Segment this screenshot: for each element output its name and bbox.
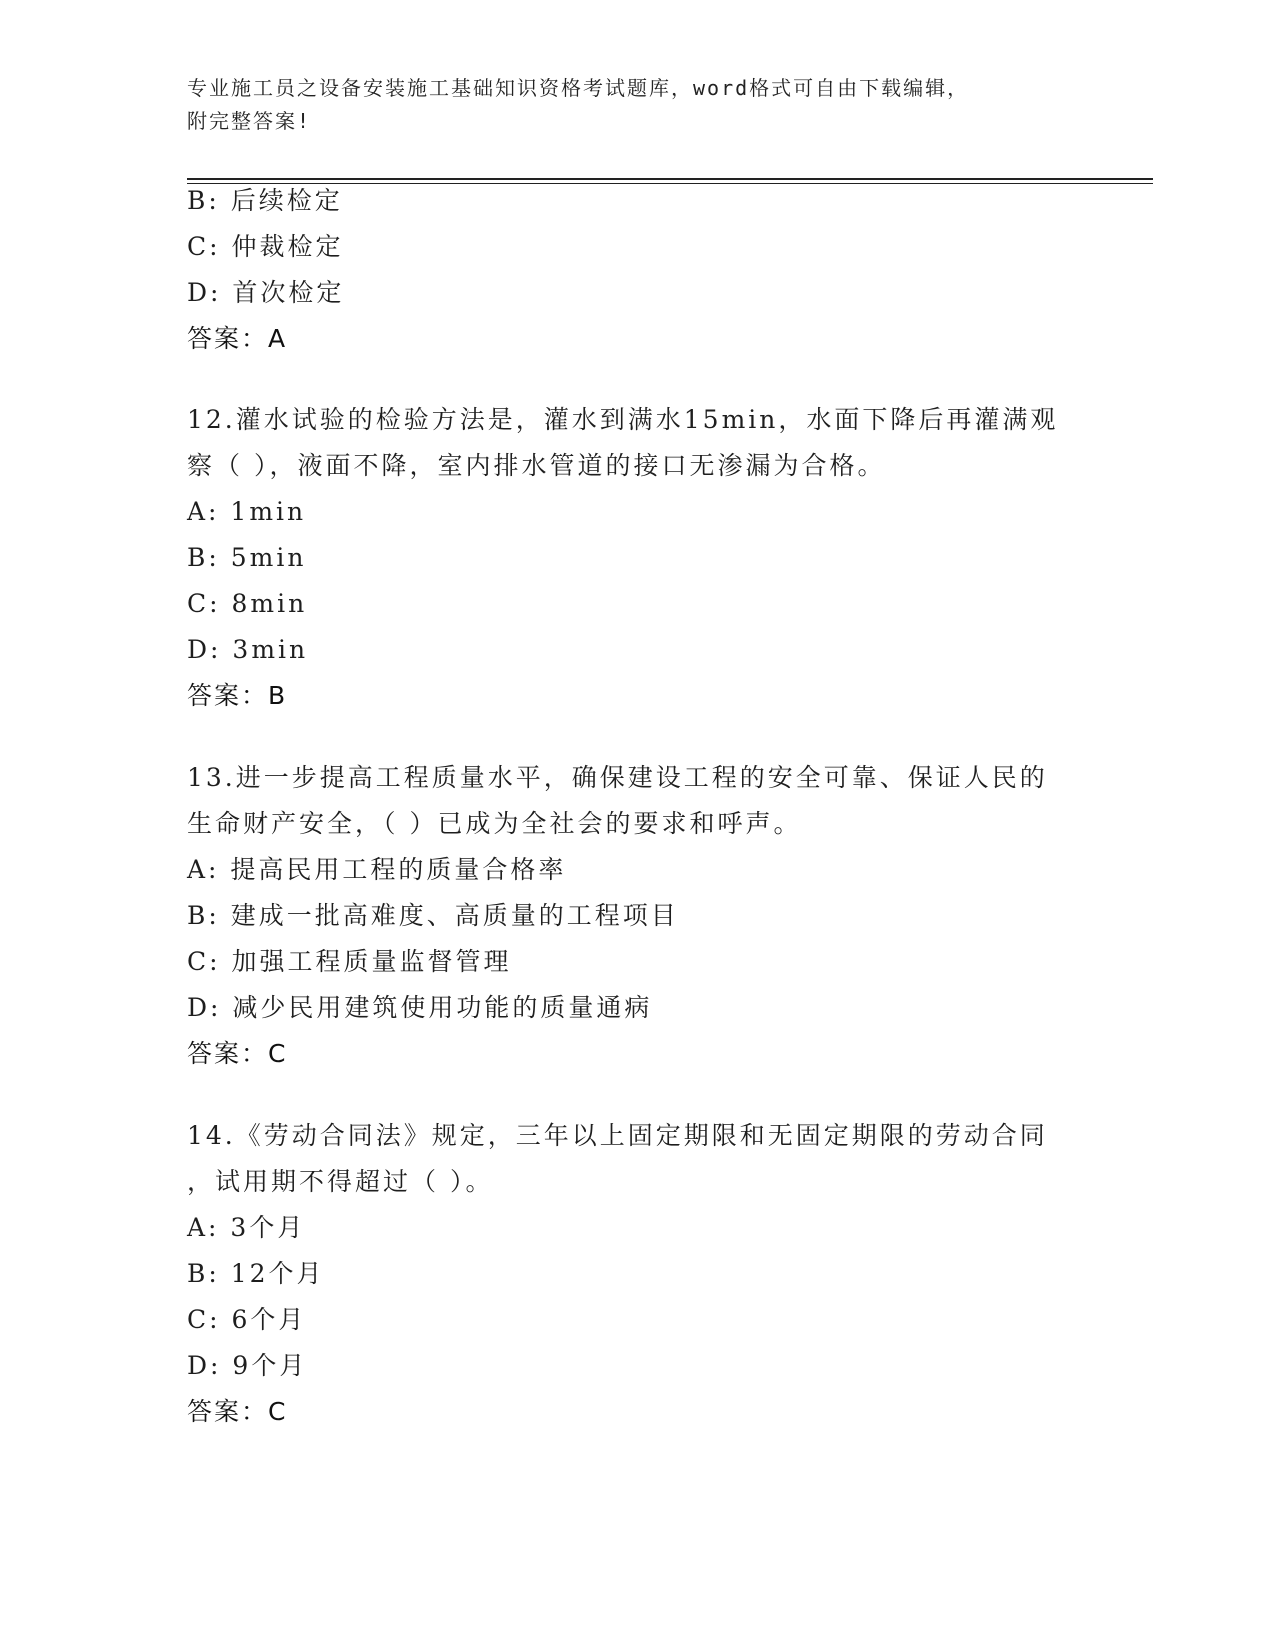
option-c: C: 6个月 — [187, 1305, 307, 1334]
option-b: B: 12个月 — [187, 1259, 325, 1288]
question-13 — [187, 755, 1087, 1077]
option-d: D: 减少民用建筑使用功能的质量通病 — [187, 993, 653, 1022]
option-c: C: 8min — [187, 589, 308, 618]
answer: 答案：C — [187, 1397, 288, 1426]
answer: 答案：A — [187, 324, 288, 353]
option-b: B: 后续检定 — [187, 186, 343, 215]
option-d: D: 9个月 — [187, 1351, 308, 1380]
document-header — [187, 72, 1067, 138]
option-b: B: 5min — [187, 543, 307, 572]
header-line-1: 专业施工员之设备安装施工基础知识资格考试题库，word格式可自由下载编辑， — [187, 76, 970, 100]
option-d: D: 3min — [187, 635, 309, 664]
question-stem-line-1: 12.灌水试验的检验方法是，灌水到满水15min，水面下降后再灌满观 — [187, 405, 1059, 434]
question-stem-line-2: 察（ ），液面不降，室内排水管道的接口无渗漏为合格。 — [187, 451, 886, 480]
question-stem-line-2: 生命财产安全，（ ）已成为全社会的要求和呼声。 — [187, 809, 802, 838]
option-a: A: 1min — [187, 497, 307, 526]
option-a: A: 3个月 — [187, 1213, 306, 1242]
question-stem-line-2: ，试用期不得超过（ ）。 — [187, 1167, 494, 1196]
question-11-tail — [187, 178, 1087, 362]
option-b: B: 建成一批高难度、高质量的工程项目 — [187, 901, 679, 930]
option-a: A: 提高民用工程的质量合格率 — [187, 855, 567, 884]
question-stem-line-1: 14.《劳动合同法》规定，三年以上固定期限和无固定期限的劳动合同 — [187, 1121, 1048, 1150]
question-14 — [187, 1113, 1087, 1435]
question-12 — [187, 397, 1087, 719]
option-d: D: 首次检定 — [187, 278, 345, 307]
question-stem-line-1: 13.进一步提高工程质量水平，确保建设工程的安全可靠、保证人民的 — [187, 763, 1048, 792]
option-c: C: 加强工程质量监督管理 — [187, 947, 512, 976]
header-line-2: 附完整答案! — [187, 109, 312, 133]
answer: 答案：C — [187, 1039, 288, 1068]
answer: 答案：B — [187, 681, 288, 710]
option-c: C: 仲裁检定 — [187, 232, 344, 261]
